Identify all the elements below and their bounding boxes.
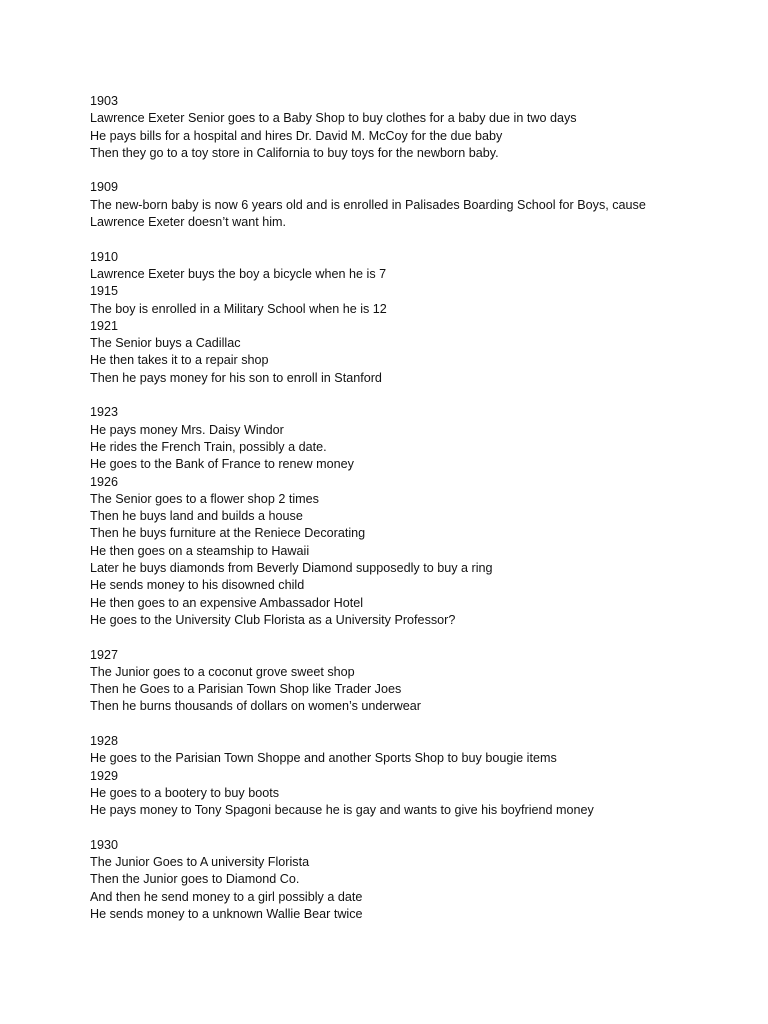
text-line: Then they go to a toy store in California to buy toys for the newborn baby.	[90, 145, 499, 160]
text-line: He goes to the Bank of France to renew money	[90, 457, 354, 472]
text-line: He pays money to Tony Spagoni because he is gay and wants to give his boyfriend money	[90, 803, 594, 818]
text-line: And then he send money to a girl possibly a date	[90, 889, 363, 904]
year-heading: 1927	[90, 647, 119, 662]
text-line: He rides the French Train, possibly a date.	[90, 439, 327, 454]
text-line: The Junior Goes to A university Florista	[90, 855, 310, 870]
text-line: The new-born baby is now 6 years old and is enrolled in Palisades Boarding School for Boys, cause	[90, 197, 646, 212]
text-line: The Senior goes to a flower shop 2 times	[90, 491, 319, 506]
text-line: He pays bills for a hospital and hires Dr. David M. McCoy for the due baby	[90, 128, 503, 143]
year-heading: 1903	[90, 94, 119, 108]
blank-line	[90, 231, 750, 248]
text-line: Then he Goes to a Parisian Town Shop like Trader Joes	[90, 682, 402, 697]
text-line: He goes to the Parisian Town Shoppe and another Sports Shop to buy bougie items	[90, 751, 557, 766]
text-line: Then he buys furniture at the Reniece Decorating	[90, 526, 366, 541]
year-heading: 1915	[90, 284, 119, 299]
year-heading: 1929	[90, 768, 119, 783]
text-line: Then he burns thousands of dollars on women’s underwear	[90, 699, 421, 714]
text-line: He goes to the University Club Florista as a University Professor?	[90, 612, 456, 627]
text-line: He then goes on a steamship to Hawaii	[90, 543, 310, 558]
year-heading: 1928	[90, 733, 119, 748]
text-line: Then the Junior goes to Diamond Co.	[90, 872, 300, 887]
document-page	[90, 93, 750, 923]
text-line: He sends money to his disowned child	[90, 578, 305, 593]
blank-line	[90, 819, 750, 836]
text-line: He pays money Mrs. Daisy Windor	[90, 422, 284, 437]
text-line: He then goes to an expensive Ambassador Hotel	[90, 595, 364, 610]
text-line: Then he buys land and builds a house	[90, 509, 303, 524]
text-line: The boy is enrolled in a Military School when he is 12	[90, 301, 387, 316]
text-line: Lawrence Exeter buys the boy a bicycle when he is 7	[90, 266, 387, 281]
blank-line	[90, 162, 750, 179]
text-line: Lawrence Exeter Senior goes to a Baby Shop to buy clothes for a baby due in two days	[90, 111, 577, 126]
year-heading: 1909	[90, 180, 119, 195]
text-line: He then takes it to a repair shop	[90, 353, 269, 368]
blank-line	[90, 387, 750, 404]
text-line: The Junior goes to a coconut grove sweet shop	[90, 664, 355, 679]
text-line: Lawrence Exeter doesn’t want him.	[90, 215, 287, 230]
year-heading: 1921	[90, 318, 119, 333]
text-line: He goes to a bootery to buy boots	[90, 785, 280, 800]
year-heading: 1930	[90, 837, 119, 852]
text-line: Later he buys diamonds from Beverly Diamond supposedly to buy a ring	[90, 561, 493, 576]
year-heading: 1923	[90, 405, 119, 420]
year-heading: 1926	[90, 474, 119, 489]
year-heading: 1910	[90, 249, 119, 264]
blank-line	[90, 716, 750, 733]
text-line: He sends money to a unknown Wallie Bear twice	[90, 906, 363, 921]
blank-line	[90, 629, 750, 646]
text-line: Then he pays money for his son to enroll in Stanford	[90, 370, 382, 385]
text-line: The Senior buys a Cadillac	[90, 336, 241, 351]
